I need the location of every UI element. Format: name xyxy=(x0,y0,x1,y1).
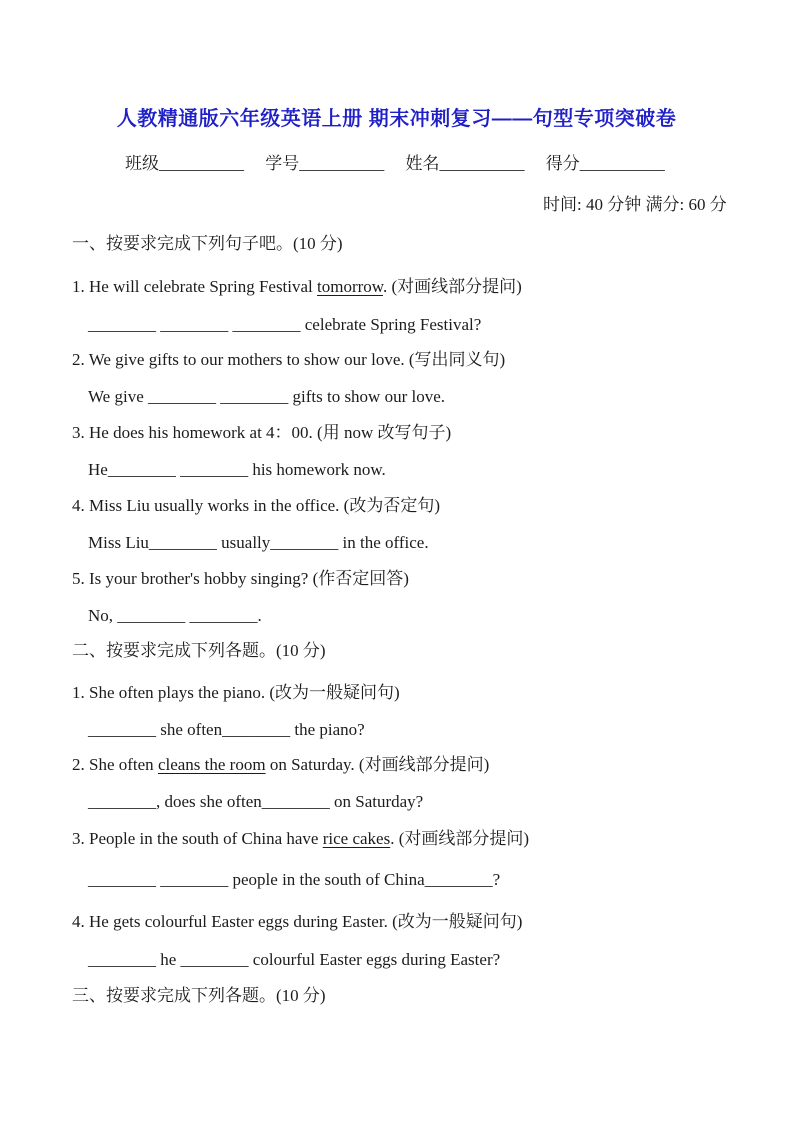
class-field-label: 班级 xyxy=(125,154,159,173)
exam-meta: 时间: 40 分钟 满分: 60 分 xyxy=(543,195,727,214)
s2-question-3: 3. People in the south of China have rice cakes. (对画线部分提问) xyxy=(72,829,530,848)
section-2-heading: 二、按要求完成下列各题。(10 分) xyxy=(72,641,326,660)
page-title: 人教精通版六年级英语上册 期末冲刺复习——句型专项突破卷 xyxy=(116,108,677,130)
s2-answer-1: ________ she often________ the piano? xyxy=(88,720,365,739)
s2-answer-3: ________ ________ people in the south of China________? xyxy=(88,870,501,889)
s1-question-1: 1. He will celebrate Spring Festival tomorrow. (对画线部分提问) xyxy=(72,277,522,296)
section-3-heading: 三、按要求完成下列各题。(10 分) xyxy=(72,986,326,1005)
section-1-heading: 一、按要求完成下列句子吧。(10 分) xyxy=(72,234,343,253)
s1-answer-1: ________ ________ ________ celebrate Spring Festival? xyxy=(88,315,482,334)
underlined-word: cleans the room xyxy=(157,755,266,774)
student-number-label: 学号 xyxy=(265,154,300,173)
underlined-word: tomorrow xyxy=(317,277,383,296)
name-field xyxy=(406,149,525,174)
s1-answer-5: No, ________ ________. xyxy=(88,606,262,625)
class-field-blank: __________ xyxy=(159,154,244,173)
underlined-word: rice cakes xyxy=(322,829,391,848)
student-info-line xyxy=(125,149,682,174)
s1-question-2: 2. We give gifts to our mothers to show our love. (写出同义句) xyxy=(72,350,506,369)
s1-question-5: 5. Is your brother's hobby singing? (作否定回答) xyxy=(72,569,409,588)
s2-question-4: 4. He gets colourful Easter eggs during Easter. (改为一般疑问句) xyxy=(72,912,523,931)
s2-answer-4: ________ he ________ colourful Easter eggs during Easter? xyxy=(88,950,501,969)
s1-answer-3: He________ ________ his homework now. xyxy=(88,460,386,479)
s1-answer-2: We give ________ ________ gifts to show our love. xyxy=(88,387,446,406)
s1-question-3: 3. He does his homework at 4：00. (用 now 改写句子) xyxy=(72,423,452,442)
s2-question-2: 2. She often cleans the room on Saturday. (对画线部分提问) xyxy=(72,755,490,774)
s1-question-4: 4. Miss Liu usually works in the office. (改为否定句) xyxy=(72,496,440,515)
student-number-field xyxy=(265,149,384,174)
score-field-label: 得分 xyxy=(545,154,580,173)
class-field xyxy=(125,149,244,174)
score-field-blank: __________ xyxy=(579,154,665,173)
s2-answer-2: ________, does she often________ on Saturday? xyxy=(88,792,424,811)
s1-answer-4: Miss Liu________ usually________ in the office. xyxy=(88,533,429,552)
score-field xyxy=(546,149,665,174)
name-field-blank: __________ xyxy=(439,154,525,173)
student-number-blank: __________ xyxy=(299,154,385,173)
name-field-label: 姓名 xyxy=(405,154,440,173)
s2-question-1: 1. She often plays the piano. (改为一般疑问句) xyxy=(72,683,400,702)
